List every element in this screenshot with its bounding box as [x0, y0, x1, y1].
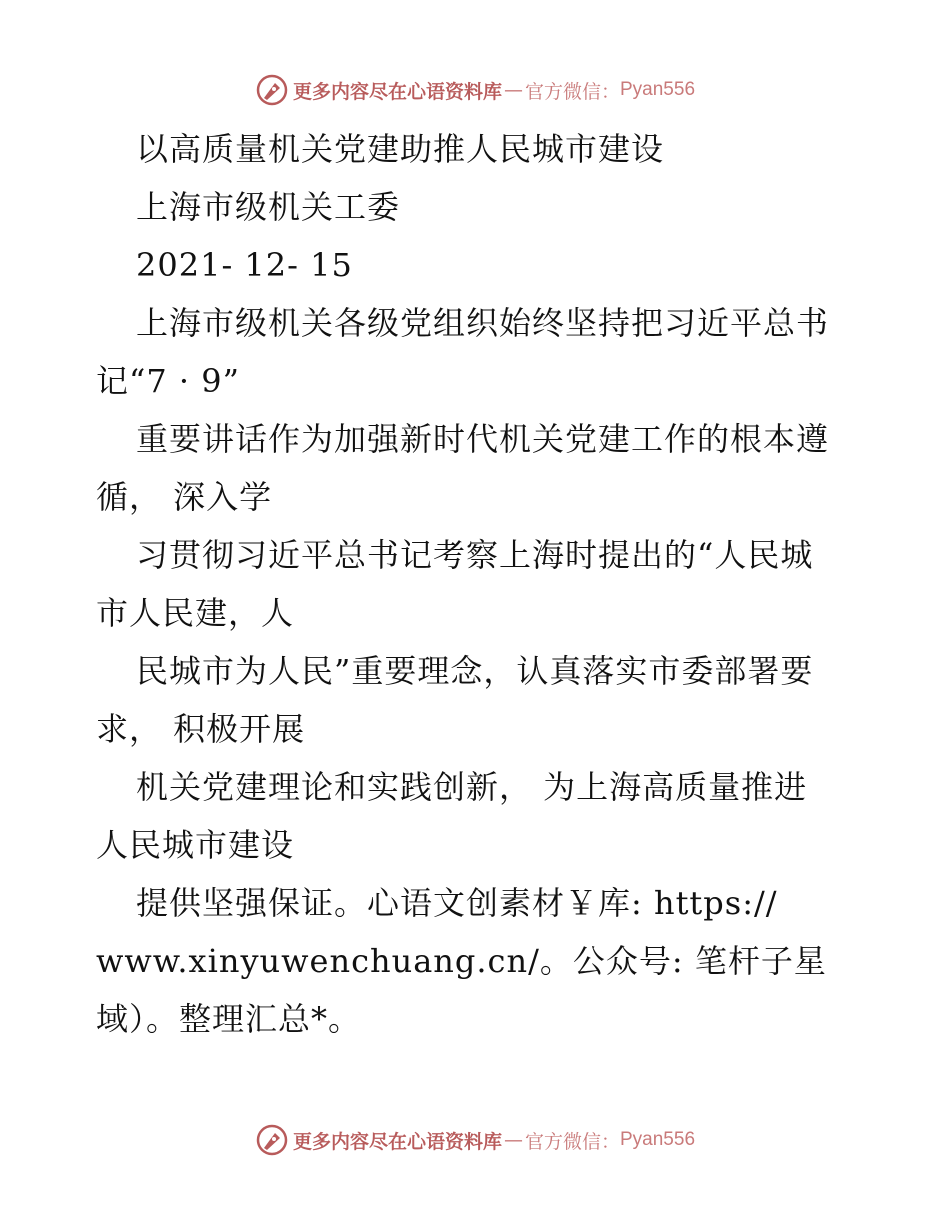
body-line: 求， 积极开展 — [96, 710, 306, 748]
pen-nib-logo-icon — [255, 73, 289, 107]
watermark-wechat-id: Pyan556 — [620, 79, 696, 100]
watermark-dash: — — [503, 1129, 523, 1151]
body-line: www.xinyuwenchuang.cn/。公众号: 笔杆子星 — [96, 942, 827, 980]
watermark-wechat-label: 官方微信： — [524, 1130, 620, 1153]
header-watermark — [0, 70, 950, 110]
watermark-wechat-id: Pyan556 — [620, 1129, 696, 1150]
document-date: 2021- 12- 15 — [136, 246, 353, 284]
body-line: 机关党建理论和实践创新， 为上海高质量推进 — [136, 768, 808, 806]
body-line: 人民城市建设 — [96, 826, 295, 864]
pen-nib-logo-icon — [255, 1123, 289, 1157]
footer-watermark — [0, 1120, 950, 1160]
watermark-main-text: 更多内容尽在心语资料库 — [292, 1130, 502, 1153]
body-line: 提供坚强保证。心语文创素材￥库: https:// — [136, 884, 778, 922]
body-line: 记“7 · 9” — [96, 362, 240, 400]
watermark-main-text: 更多内容尽在心语资料库 — [292, 80, 502, 103]
body-line: 重要讲话作为加强新时代机关党建工作的根本遵 — [136, 420, 830, 458]
document-author: 上海市级机关工委 — [136, 188, 401, 226]
body-line: 习贯彻习近平总书记考察上海时提出的“人民城 — [136, 536, 814, 574]
watermark-dash: — — [503, 79, 523, 101]
watermark-wechat-label: 官方微信： — [524, 80, 620, 103]
document-title: 以高质量机关党建助推人民城市建设 — [136, 130, 665, 168]
body-line: 域）。整理汇总*。 — [96, 1000, 362, 1038]
document-body — [96, 120, 866, 1048]
body-line: 民城市为人民”重要理念，认真落实市委部署要 — [136, 652, 814, 690]
body-line: 上海市级机关各级党组织始终坚持把习近平总书 — [136, 304, 830, 342]
body-line: 市人民建，人 — [96, 594, 295, 632]
body-line: 循， 深入学 — [96, 478, 273, 516]
